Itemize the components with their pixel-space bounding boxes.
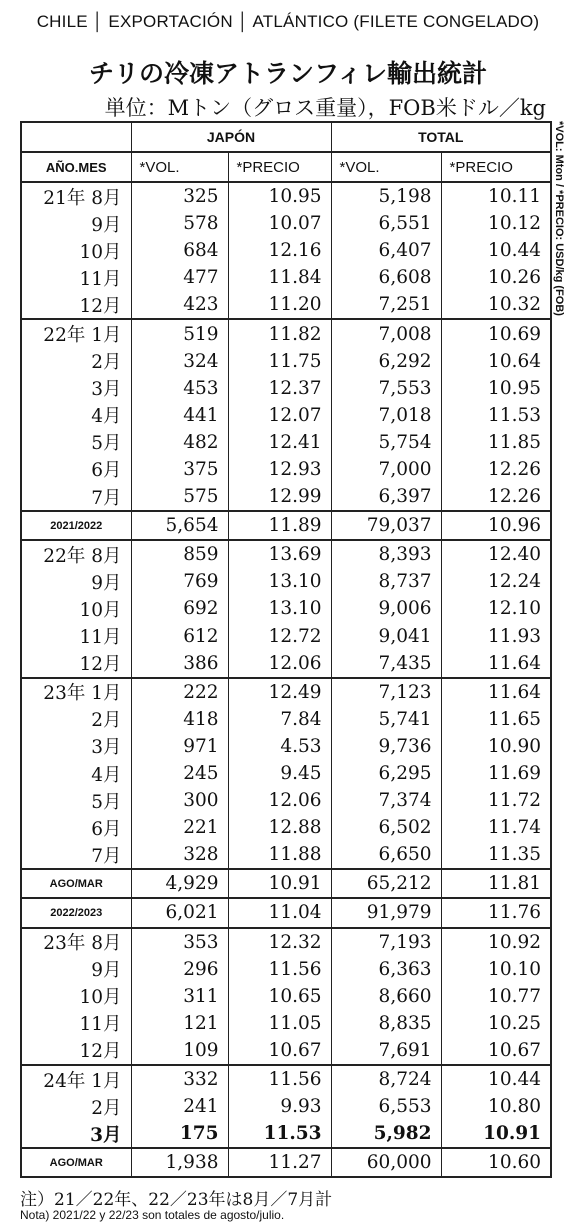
table-row [21, 595, 551, 622]
table-row [21, 375, 551, 402]
row-label-cell: 10月 [21, 983, 131, 1010]
value-cell: 11.64 [441, 650, 551, 678]
value-cell: 11.56 [228, 956, 331, 983]
value-cell: 482 [131, 429, 228, 456]
value-cell: 575 [131, 483, 228, 511]
value-cell: 10.67 [228, 1037, 331, 1065]
row-label-cell: 2月 [21, 348, 131, 375]
table-row [21, 898, 551, 927]
unit-label: 単位：Mトン（グロス重量），FOB米ドル／kg [104, 96, 546, 120]
value-cell: 10.67 [441, 1037, 551, 1065]
table-row [21, 1065, 551, 1093]
row-label-cell: 23年 8月 [21, 928, 131, 956]
row-label-cell: 4月 [21, 402, 131, 429]
value-cell: 12.93 [228, 456, 331, 483]
table-row [21, 511, 551, 540]
value-cell: 12.99 [228, 483, 331, 511]
row-label-cell: 3月 [21, 733, 131, 760]
row-label-cell: 11月 [21, 623, 131, 650]
row-label-cell: 10月 [21, 595, 131, 622]
row-label-cell: 6月 [21, 814, 131, 841]
value-cell: 10.92 [441, 928, 551, 956]
value-cell: 8,737 [331, 568, 441, 595]
value-cell: 10.44 [441, 237, 551, 264]
value-cell: 12.06 [228, 650, 331, 678]
table-row [21, 483, 551, 511]
value-cell: 441 [131, 402, 228, 429]
row-label-cell: 7月 [21, 841, 131, 869]
value-cell: 300 [131, 787, 228, 814]
value-cell: 12.26 [441, 456, 551, 483]
value-cell: 10.60 [441, 1148, 551, 1177]
value-cell: 11.56 [228, 1065, 331, 1093]
value-cell: 10.10 [441, 956, 551, 983]
row-label-cell: 3月 [21, 1120, 131, 1148]
table-row [21, 787, 551, 814]
value-cell: 7,374 [331, 787, 441, 814]
value-cell: 79,037 [331, 511, 441, 540]
value-cell: 311 [131, 983, 228, 1010]
row-label-cell: 9月 [21, 568, 131, 595]
value-cell: 11.53 [441, 402, 551, 429]
value-cell: 325 [131, 182, 228, 210]
row-label-cell: 22年 8月 [21, 540, 131, 568]
row-label-cell: AGO/MAR [21, 869, 131, 898]
value-cell: 10.25 [441, 1010, 551, 1037]
side-note-text: *VOL: Mton / *PRECIO: USD/kg (FOB) [553, 121, 565, 316]
row-label-cell: 2月 [21, 706, 131, 733]
table-row [21, 429, 551, 456]
value-cell: 5,754 [331, 429, 441, 456]
value-cell: 11.84 [228, 264, 331, 291]
value-cell: 10.80 [441, 1093, 551, 1120]
value-cell: 10.95 [441, 375, 551, 402]
table-row [21, 706, 551, 733]
value-cell: 6,363 [331, 956, 441, 983]
value-cell: 12.24 [441, 568, 551, 595]
value-cell: 8,660 [331, 983, 441, 1010]
row-label-cell: 24年 1月 [21, 1065, 131, 1093]
value-cell: 12.49 [228, 678, 331, 706]
value-cell: 4.53 [228, 733, 331, 760]
value-cell: 12.10 [441, 595, 551, 622]
row-label-cell: 7月 [21, 483, 131, 511]
value-cell: 11.85 [441, 429, 551, 456]
table-row [21, 1037, 551, 1065]
value-cell: 8,724 [331, 1065, 441, 1093]
row-label-cell: 22年 1月 [21, 319, 131, 347]
value-cell: 7.84 [228, 706, 331, 733]
value-cell: 12.07 [228, 402, 331, 429]
table-row [21, 928, 551, 956]
value-cell: 332 [131, 1065, 228, 1093]
row-label-cell: 5月 [21, 787, 131, 814]
value-cell: 10.96 [441, 511, 551, 540]
value-cell: 6,295 [331, 760, 441, 787]
value-cell: 769 [131, 568, 228, 595]
value-cell: 10.12 [441, 210, 551, 237]
table-row [21, 1148, 551, 1177]
value-cell: 10.07 [228, 210, 331, 237]
row-label-cell: 6月 [21, 456, 131, 483]
row-label-cell: 9月 [21, 210, 131, 237]
value-cell: 10.64 [441, 348, 551, 375]
value-cell: 7,123 [331, 678, 441, 706]
group-header-total: TOTAL [331, 122, 551, 152]
value-cell: 9,041 [331, 623, 441, 650]
value-cell: 692 [131, 595, 228, 622]
value-cell: 12.16 [228, 237, 331, 264]
value-cell: 418 [131, 706, 228, 733]
table-row [21, 402, 551, 429]
value-cell: 6,650 [331, 841, 441, 869]
value-cell: 971 [131, 733, 228, 760]
value-cell: 10.69 [441, 319, 551, 347]
table-row [21, 841, 551, 869]
row-label-cell: 23年 1月 [21, 678, 131, 706]
value-cell: 7,691 [331, 1037, 441, 1065]
column-header: *VOL. [131, 152, 228, 182]
table-row [21, 678, 551, 706]
row-label-cell: 12月 [21, 650, 131, 678]
value-cell: 612 [131, 623, 228, 650]
value-cell: 245 [131, 760, 228, 787]
value-cell: 9,736 [331, 733, 441, 760]
value-cell: 12.88 [228, 814, 331, 841]
value-cell: 91,979 [331, 898, 441, 927]
value-cell: 8,835 [331, 1010, 441, 1037]
value-cell: 7,000 [331, 456, 441, 483]
row-label-cell: 12月 [21, 291, 131, 319]
table-row [21, 291, 551, 319]
value-cell: 4,929 [131, 869, 228, 898]
value-cell: 11.04 [228, 898, 331, 927]
value-cell: 6,502 [331, 814, 441, 841]
column-header: *VOL. [331, 152, 441, 182]
row-label-cell: 2022/2023 [21, 898, 131, 927]
table-row [21, 1010, 551, 1037]
table-row [21, 540, 551, 568]
value-cell: 519 [131, 319, 228, 347]
value-cell: 241 [131, 1093, 228, 1120]
note-japanese: 注）21／22年、22／23年は8月／7月計 [20, 1190, 333, 1210]
table-row [21, 182, 551, 210]
value-cell: 9.93 [228, 1093, 331, 1120]
value-cell: 11.72 [441, 787, 551, 814]
group-header-japon: JAPÓN [131, 122, 331, 152]
column-header-row [21, 152, 551, 182]
value-cell: 11.76 [441, 898, 551, 927]
value-cell: 11.64 [441, 678, 551, 706]
value-cell: 8,393 [331, 540, 441, 568]
value-cell: 10.11 [441, 182, 551, 210]
row-label-cell: 10月 [21, 237, 131, 264]
value-cell: 5,198 [331, 182, 441, 210]
value-cell: 859 [131, 540, 228, 568]
value-cell: 12.72 [228, 623, 331, 650]
value-cell: 10.65 [228, 983, 331, 1010]
value-cell: 6,407 [331, 237, 441, 264]
table-row [21, 264, 551, 291]
value-cell: 11.88 [228, 841, 331, 869]
value-cell: 453 [131, 375, 228, 402]
row-label-cell: 3月 [21, 375, 131, 402]
value-cell: 10.90 [441, 733, 551, 760]
value-cell: 13.10 [228, 595, 331, 622]
value-cell: 10.91 [441, 1120, 551, 1148]
table-row [21, 319, 551, 347]
value-cell: 11.53 [228, 1120, 331, 1148]
row-label-cell: 11月 [21, 264, 131, 291]
value-cell: 423 [131, 291, 228, 319]
page-title: CHILE │ EXPORTACIÓN │ ATLÁNTICO (FILETE CONGELADO) [36, 12, 540, 31]
table-row [21, 456, 551, 483]
value-cell: 10.95 [228, 182, 331, 210]
column-header: *PRECIO [441, 152, 551, 182]
value-cell: 5,654 [131, 511, 228, 540]
row-label-cell: AGO/MAR [21, 1148, 131, 1177]
value-cell: 12.06 [228, 787, 331, 814]
table-row [21, 760, 551, 787]
value-cell: 11.35 [441, 841, 551, 869]
table-row [21, 348, 551, 375]
value-cell: 684 [131, 237, 228, 264]
value-cell: 12.32 [228, 928, 331, 956]
table-row [21, 983, 551, 1010]
value-cell: 222 [131, 678, 228, 706]
value-cell: 11.82 [228, 319, 331, 347]
group-header-empty [21, 122, 131, 152]
value-cell: 10.44 [441, 1065, 551, 1093]
value-cell: 6,551 [331, 210, 441, 237]
row-label-cell: 4月 [21, 760, 131, 787]
value-cell: 121 [131, 1010, 228, 1037]
value-cell: 7,435 [331, 650, 441, 678]
table-row [21, 733, 551, 760]
table-body [21, 182, 551, 1177]
value-cell: 13.69 [228, 540, 331, 568]
table-row [21, 814, 551, 841]
table-row [21, 623, 551, 650]
value-cell: 6,292 [331, 348, 441, 375]
value-cell: 375 [131, 456, 228, 483]
row-label-cell: 5月 [21, 429, 131, 456]
value-cell: 6,397 [331, 483, 441, 511]
value-cell: 12.26 [441, 483, 551, 511]
value-cell: 60,000 [331, 1148, 441, 1177]
value-cell: 7,008 [331, 319, 441, 347]
value-cell: 296 [131, 956, 228, 983]
value-cell: 7,251 [331, 291, 441, 319]
value-cell: 6,608 [331, 264, 441, 291]
value-cell: 13.10 [228, 568, 331, 595]
value-cell: 12.37 [228, 375, 331, 402]
value-cell: 353 [131, 928, 228, 956]
value-cell: 11.27 [228, 1148, 331, 1177]
value-cell: 9,006 [331, 595, 441, 622]
value-cell: 6,553 [331, 1093, 441, 1120]
table-row [21, 568, 551, 595]
row-label-cell: 2月 [21, 1093, 131, 1120]
value-cell: 11.75 [228, 348, 331, 375]
value-cell: 7,553 [331, 375, 441, 402]
value-cell: 11.74 [441, 814, 551, 841]
value-cell: 6,021 [131, 898, 228, 927]
value-cell: 10.77 [441, 983, 551, 1010]
table-row [21, 1093, 551, 1120]
value-cell: 11.05 [228, 1010, 331, 1037]
value-cell: 10.32 [441, 291, 551, 319]
table-row [21, 1120, 551, 1148]
row-label-cell: 21年 8月 [21, 182, 131, 210]
table-row [21, 956, 551, 983]
column-header: *PRECIO [228, 152, 331, 182]
value-cell: 1,938 [131, 1148, 228, 1177]
row-label-cell: 9月 [21, 956, 131, 983]
row-label-cell: 12月 [21, 1037, 131, 1065]
table-row [21, 869, 551, 898]
table-row [21, 650, 551, 678]
value-cell: 11.81 [441, 869, 551, 898]
value-cell: 221 [131, 814, 228, 841]
value-cell: 578 [131, 210, 228, 237]
row-label-cell: 2021/2022 [21, 511, 131, 540]
table-row [21, 237, 551, 264]
value-cell: 11.69 [441, 760, 551, 787]
value-cell: 5,741 [331, 706, 441, 733]
value-cell: 12.40 [441, 540, 551, 568]
value-cell: 386 [131, 650, 228, 678]
value-cell: 12.41 [228, 429, 331, 456]
note-spanish: Nota) 2021/22 y 22/23 son totales de agosto/julio. [20, 1208, 285, 1222]
value-cell: 7,193 [331, 928, 441, 956]
row-label-cell: 11月 [21, 1010, 131, 1037]
value-cell: 9.45 [228, 760, 331, 787]
value-cell: 328 [131, 841, 228, 869]
value-cell: 10.91 [228, 869, 331, 898]
value-cell: 5,982 [331, 1120, 441, 1148]
column-header: AÑO.MES [21, 152, 131, 182]
value-cell: 477 [131, 264, 228, 291]
value-cell: 109 [131, 1037, 228, 1065]
value-cell: 11.65 [441, 706, 551, 733]
value-cell: 11.89 [228, 511, 331, 540]
value-cell: 11.20 [228, 291, 331, 319]
value-cell: 7,018 [331, 402, 441, 429]
value-cell: 10.26 [441, 264, 551, 291]
table-row [21, 210, 551, 237]
value-cell: 324 [131, 348, 228, 375]
value-cell: 175 [131, 1120, 228, 1148]
japanese-title: チリの冷凍アトランフィレ輸出統計 [88, 59, 487, 88]
export-table [20, 121, 552, 1178]
value-cell: 11.93 [441, 623, 551, 650]
group-header-row [21, 122, 551, 152]
value-cell: 65,212 [331, 869, 441, 898]
